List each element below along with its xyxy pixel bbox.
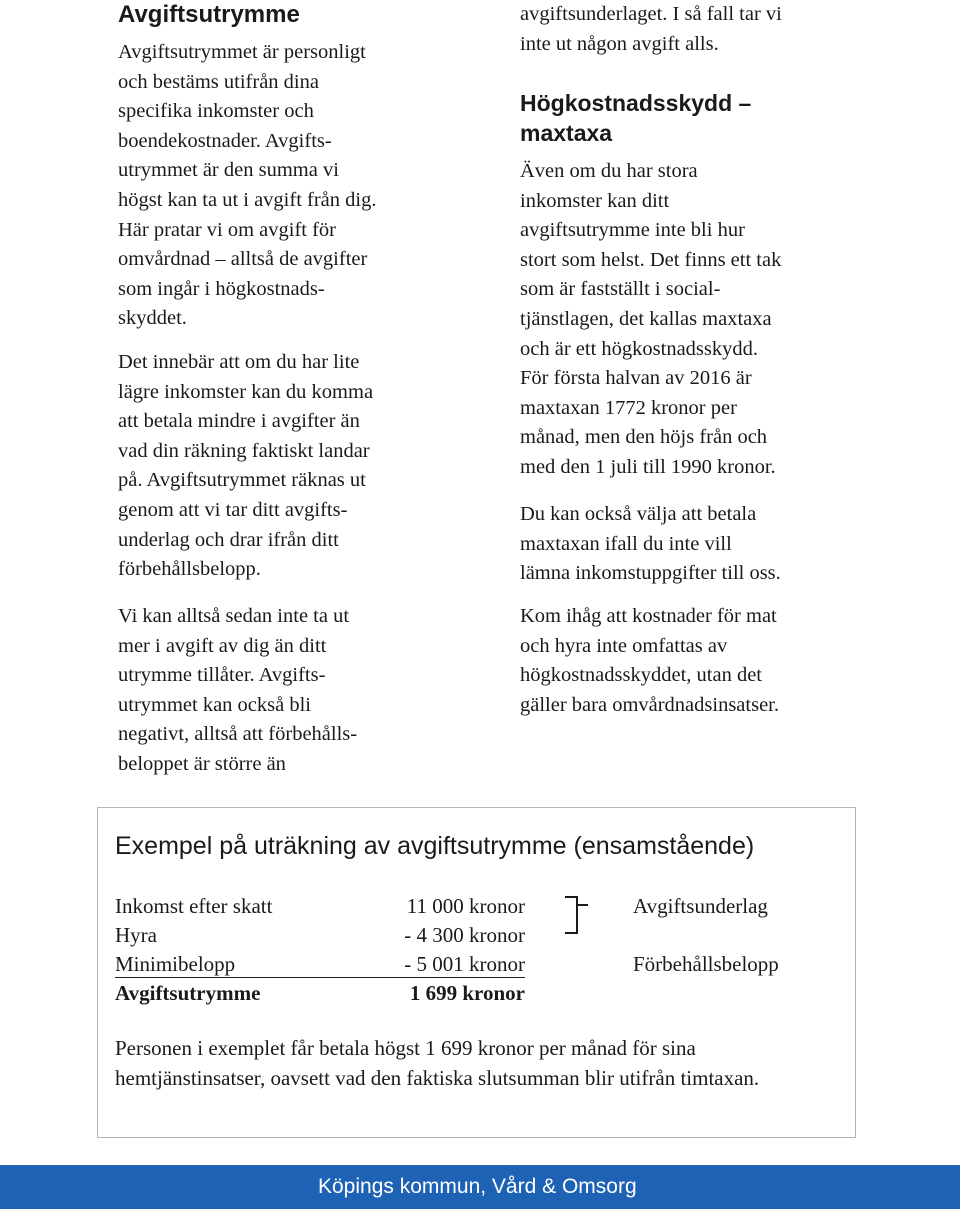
- continuation-paragraph: avgiftsunderlaget. I så fall tar vi inte ut någon avgift alls.: [520, 3, 782, 55]
- calc-row-total: [115, 979, 525, 1008]
- footer-bar: [0, 1165, 960, 1209]
- example-box: [97, 807, 856, 1138]
- section-heading-avgiftsutrymme: Avgiftsutrymme: [118, 1, 300, 28]
- calc-label: Inkomst efter skatt: [115, 894, 273, 918]
- example-title: Exempel på uträkning av avgiftsutrymme (ensamstående): [115, 832, 755, 860]
- calc-row-minimum: [115, 950, 525, 978]
- calc-value: 1 699 kronor: [409, 981, 525, 1005]
- bracket-icon: [565, 896, 578, 934]
- calc-row-rent: [115, 921, 525, 950]
- left-paragraph-2: Det innebär att om du har lite lägre inkomster kan du komma att betala mindre i avgifter än vad din räkning faktiskt landar på. Avgiftsutrymmet räknas ut genom att vi tar ditt avgifts- underlag och drar ifrån ditt förbehållsbelopp.: [118, 351, 374, 581]
- left-paragraph-3: Vi kan alltså sedan inte ta ut mer i avgift av dig än ditt utrymme tillåter. Avgifts- utrymmet kan också bli negativt, alltså att förbehålls- beloppet är större än: [118, 605, 358, 775]
- calc-label: Hyra: [115, 923, 157, 947]
- section-heading-hogkostnadsskydd: Högkostnadsskydd – maxtaxa: [520, 90, 752, 146]
- calc-value: - 5 001 kronor: [404, 952, 525, 976]
- example-note: Personen i exemplet får betala högst 1 699 kronor per månad för sina hemtjänstinsatser, oavsett vad den faktiska slutsumman blir utifrån timtaxan.: [115, 1036, 760, 1090]
- calc-row-income: [115, 892, 525, 921]
- side-label-forbehallsbelopp: Förbehållsbelopp: [633, 952, 779, 976]
- calc-value: - 4 300 kronor: [404, 923, 525, 947]
- right-paragraph-1: Även om du har stora inkomster kan ditt avgiftsutrymme inte bli hur stort som helst. Det finns ett tak som är fastställt i social- tjänstlagen, det kallas maxtaxa och är ett högkostnadsskydd. För första halvan av 2016 är maxtaxan 1772 kronor per månad, men den höjs från och med den 1 juli till 1990 kronor.: [520, 160, 782, 478]
- calc-value: 11 000 kronor: [406, 894, 525, 918]
- side-label-avgiftsunderlag: Avgiftsunderlag: [633, 894, 768, 918]
- bracket-tick-icon: [578, 904, 588, 906]
- right-paragraph-3: Kom ihåg att kostnader för mat och hyra inte omfattas av högkostnadsskyddet, utan det gäller bara omvårdnadsinsatser.: [520, 605, 780, 716]
- left-paragraph-1: Avgiftsutrymmet är personligt och bestäms utifrån dina specifika inkomster och boendekostnader. Avgifts- utrymmet är den summa vi högst kan ta ut i avgift från dig. Här pratar vi om avgift för omvårdnad – alltså de avgifter som ingår i högkostnads- skyddet.: [118, 41, 377, 330]
- calc-label: Avgiftsutrymme: [115, 981, 261, 1005]
- right-paragraph-2: Du kan också välja att betala maxtaxan ifall du inte vill lämna inkomstuppgifter till oss.: [520, 503, 781, 585]
- footer-text: Köpings kommun, Vård & Omsorg: [318, 1175, 637, 1198]
- calc-label: Minimibelopp: [115, 952, 236, 976]
